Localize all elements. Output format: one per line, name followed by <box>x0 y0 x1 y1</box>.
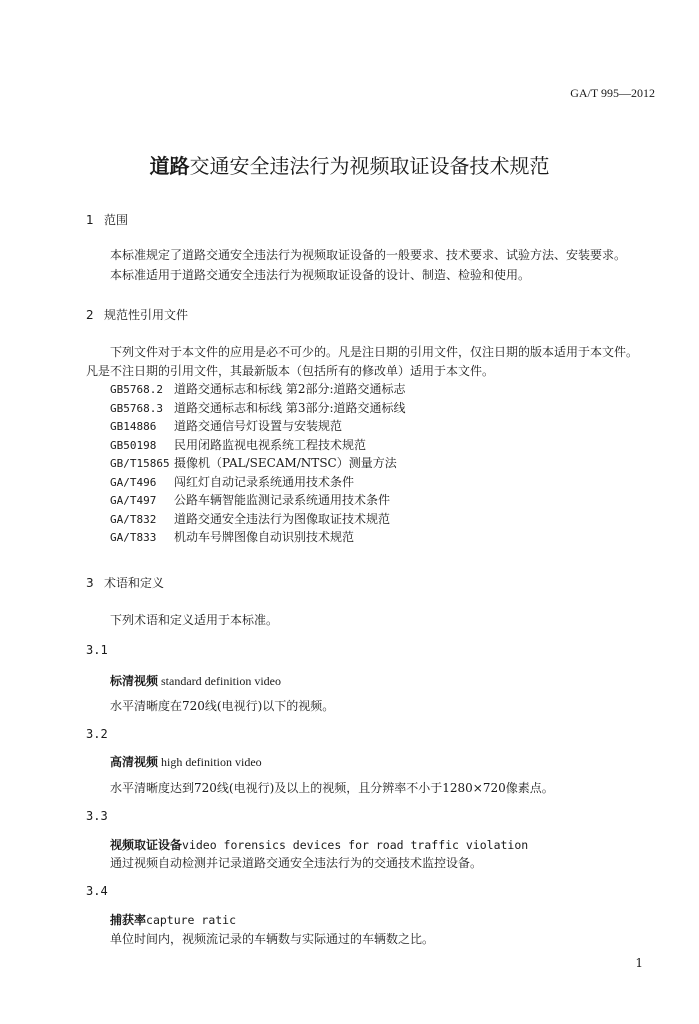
term-number-3-1: 3.1 <box>86 643 108 657</box>
term-en: capture ratic <box>146 913 237 927</box>
scope-paragraph-2: 本标准适用于道路交通安全违法行为视频取证设备的设计、制造、检验和使用。 <box>110 268 531 282</box>
reference-item <box>110 528 406 547</box>
reference-code: GB/T15865 <box>110 457 170 470</box>
reference-item <box>110 417 406 436</box>
term-heading-3-2 <box>110 753 262 770</box>
reference-title: 道路交通安全违法行为图像取证技术规范 <box>174 511 391 526</box>
term-cn: 高清视频 <box>110 755 159 769</box>
section-number: 1 <box>86 213 94 227</box>
reference-code: GB5768.2 <box>110 383 163 396</box>
section-title: 术语和定义 <box>104 576 165 590</box>
reference-code: GB50198 <box>110 438 157 452</box>
reference-code: GB5768.3 <box>110 401 163 415</box>
scope-paragraph-1: 本标准规定了道路交通安全违法行为视频取证设备的一般要求、技术要求、试验方法、安装要求。 <box>110 248 627 262</box>
term-cn: 捕获率 <box>110 913 147 927</box>
reference-code: GB14886 <box>110 420 157 433</box>
term-en: high definition video <box>158 755 262 769</box>
term-heading-3-3 <box>110 836 528 853</box>
term-heading-3-4 <box>110 911 236 928</box>
terms-intro: 下列术语和定义适用于本标准。 <box>110 613 279 627</box>
term-definition-3-4: 单位时间内，视频流记录的车辆数与实际通过的车辆数之比。 <box>110 932 435 946</box>
reference-item <box>110 454 406 473</box>
reference-title: 机动车号牌图像自动识别技术规范 <box>174 530 355 544</box>
reference-item <box>110 436 406 455</box>
term-definition-3-2: 水平清晰度达到720线(电视行)及以上的视频，且分辨率不小于1280×720像素点。 <box>110 781 554 795</box>
document-title <box>0 150 699 179</box>
section-number: 2 <box>86 308 94 322</box>
term-cn: 标清视频 <box>110 674 159 688</box>
reference-code: GA/T832 <box>110 512 157 526</box>
reference-code: GA/T497 <box>110 494 157 507</box>
title-bold-part: 道路 <box>149 154 190 178</box>
section-heading-normative-references <box>86 306 188 323</box>
standard-code: GA/T 995—2012 <box>570 86 655 100</box>
reference-title: 公路车辆智能监测记录系统通用技术条件 <box>174 493 391 507</box>
term-number-3-3: 3.3 <box>86 809 108 823</box>
reference-item <box>110 510 406 529</box>
term-number-3-2: 3.2 <box>86 727 108 741</box>
normative-intro-line-2: 凡是不注日期的引用文件，其最新版本（包括所有的修改单）适用于本文件。 <box>86 364 495 378</box>
term-number-3-4: 3.4 <box>86 884 108 898</box>
section-title: 规范性引用文件 <box>104 308 189 322</box>
term-definition-3-1: 水平清晰度在720线(电视行)以下的视频。 <box>110 699 335 713</box>
section-heading-terms-and-definitions <box>86 574 164 591</box>
reference-title: 道路交通信号灯设置与安装规范 <box>174 419 343 433</box>
normative-intro-line-1: 下列文件对于本文件的应用是必不可少的。凡是注日期的引用文件，仅注日期的版本适用于本文件。 <box>110 345 639 359</box>
reference-title: 道路交通标志和标线 第3部分:道路交通标线 <box>174 400 406 415</box>
reference-item <box>110 473 406 492</box>
reference-code: GA/T496 <box>110 475 157 489</box>
title-rest: 交通安全违法行为视频取证设备技术规范 <box>189 154 550 178</box>
reference-title: 闯红灯自动记录系统通用技术条件 <box>174 474 355 489</box>
term-en: video forensics devices for road traffic violation <box>182 838 529 852</box>
reference-item <box>110 491 406 510</box>
term-definition-3-3: 通过视频自动检测并记录道路交通安全违法行为的交通技术监控设备。 <box>110 856 483 870</box>
section-heading-scope <box>86 211 128 228</box>
reference-item <box>110 380 406 399</box>
reference-title: 道路交通标志和标线 第2部分:道路交通标志 <box>174 382 406 396</box>
section-title: 范围 <box>104 213 129 227</box>
term-en: standard definition video <box>158 674 281 688</box>
term-cn: 视频取证设备 <box>110 838 183 852</box>
term-heading-3-1 <box>110 672 281 689</box>
reference-code: GA/T833 <box>110 531 157 544</box>
reference-list <box>110 380 406 547</box>
page-number: 1 <box>635 956 643 970</box>
reference-title: 民用闭路监视电视系统工程技术规范 <box>174 437 367 452</box>
reference-item <box>110 399 406 418</box>
section-number: 3 <box>86 576 94 590</box>
reference-title: 摄像机（PAL/SECAM/NTSC）测量方法 <box>174 456 397 470</box>
